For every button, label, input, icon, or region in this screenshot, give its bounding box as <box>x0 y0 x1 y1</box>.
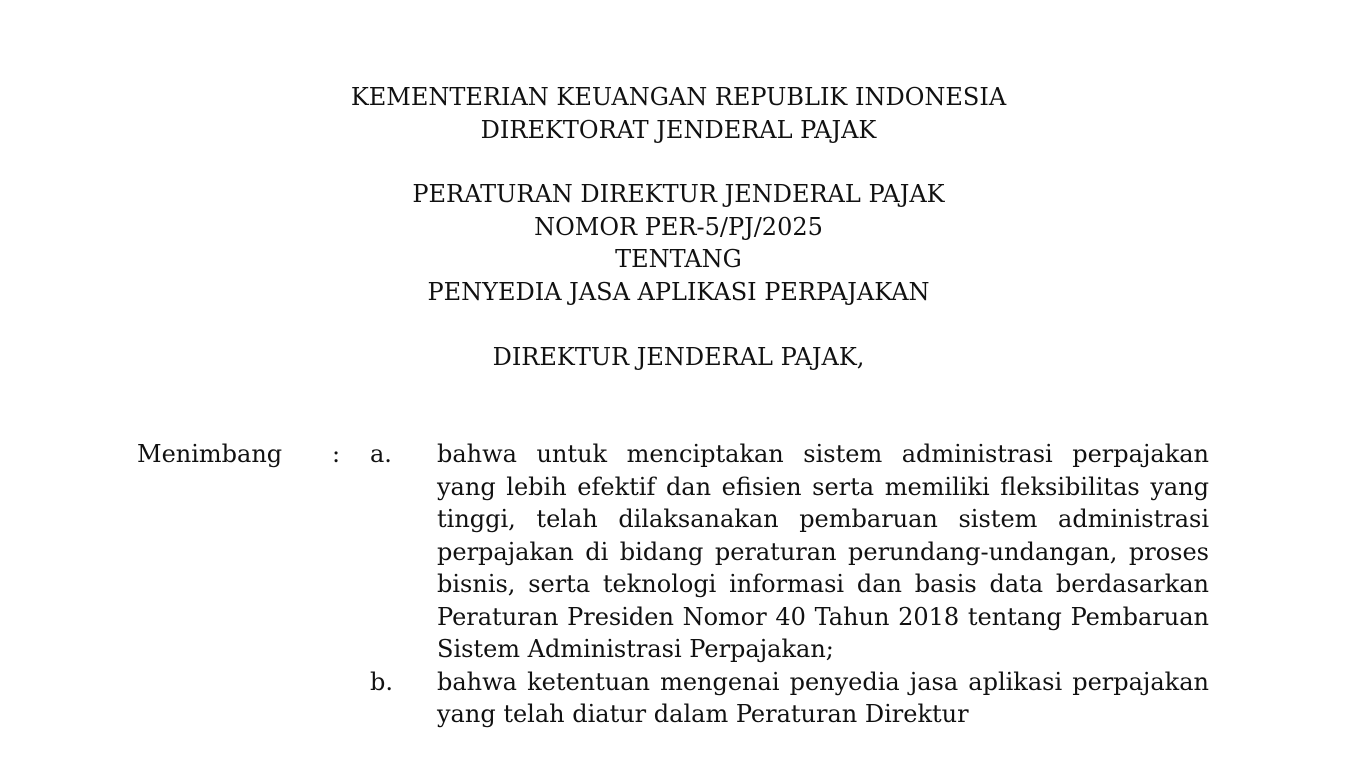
regulation-subject: PENYEDIA JASA APLIKASI PERPAJAKAN <box>427 277 930 306</box>
considering-label: Menimbang <box>137 440 283 468</box>
directorate-name: DIREKTORAT JENDERAL PAJAK <box>480 115 877 144</box>
considering-colon: : <box>332 440 341 468</box>
regulation-about-label: TENTANG <box>615 245 742 273</box>
regulation-number: NOMOR PER-5/PJ/2025 <box>534 212 823 241</box>
ministry-header <box>0 81 1353 146</box>
regulation-title-block <box>0 178 1353 308</box>
item-marker: a. <box>370 440 392 468</box>
director-title: DIREKTUR JENDERAL PAJAK, <box>492 343 865 371</box>
item-text: bahwa untuk menciptakan sistem administrasi perpajakan yang lebih efektif dan efisien serta memiliki fleksibilitas yang tinggi, telah dilaksanakan pembaruan sistem administrasi perpajakan di bidang peraturan perundang-undangan, proses bisnis, serta teknologi informasi dan basis data berdasarkan Peraturan Presiden Nomor 40 Tahun 2018 tentang Pembaruan Sistem Administrasi Perpajakan; <box>437 440 1209 663</box>
considering-item-a <box>0 438 1353 666</box>
item-marker: b. <box>370 667 393 696</box>
issuer-line <box>0 341 1353 374</box>
regulation-type: PERATURAN DIREKTUR JENDERAL PAJAK <box>412 180 945 208</box>
considering-item-b <box>0 666 1353 731</box>
considering-section <box>0 438 1353 731</box>
ministry-name: KEMENTERIAN KEUANGAN REPUBLIK INDONESIA <box>350 83 1007 111</box>
item-text: bahwa ketentuan mengenai penyedia jasa aplikasi perpajakan yang telah diatur dalam Peraturan Direktur <box>437 667 1209 728</box>
